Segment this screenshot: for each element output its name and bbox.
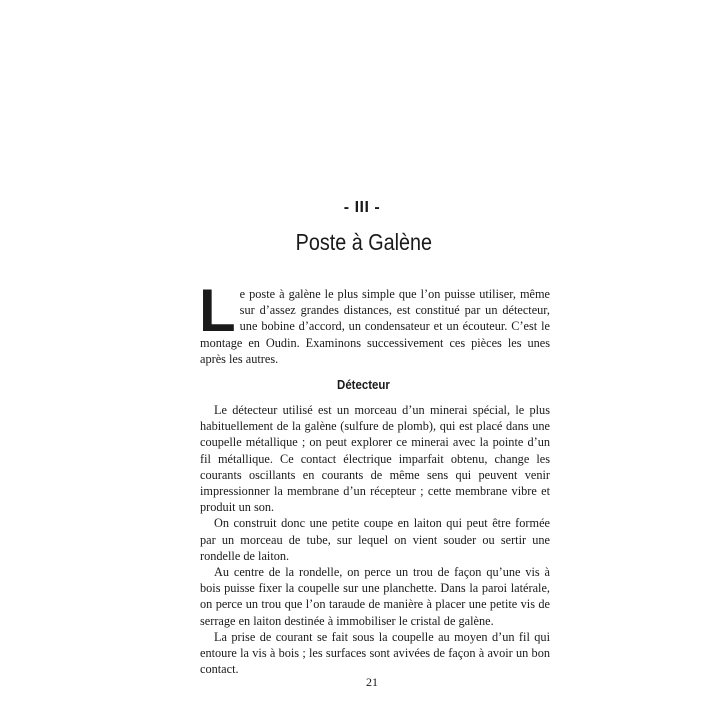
intro-text: e poste à galène le plus simple que l’on puisse utiliser, même sur d’assez grandes distances, est constitué par un détecteur, une bobine d’accord, un condensateur et un écouteur. C’est le montage en Oudin. Examinons successivement ces pièces les unes après les autres. (200, 287, 550, 366)
drop-cap: L (199, 277, 236, 344)
body-paragraph: Au centre de la rondelle, on perce un trou de façon qu’une vis à bois puisse fixer la coupelle sur une planchette. Dans la paroi latérale, on perce un trou que l’on taraude de manière à placer une petite vis de serrage en laiton destinée à immobiliser le cristal de galène. (200, 565, 550, 628)
intro-paragraph (199, 277, 550, 367)
body-paragraph: La prise de courant se fait sous la coupelle au moyen d’un fil qui entoure la vis à bois ; les surfaces sont avivées de façon à avoir un bon contact. (200, 629, 550, 677)
section-body (200, 402, 550, 677)
page-number: 21 (366, 675, 378, 689)
body-paragraph: Le détecteur utilisé est un morceau d’un minerai spécial, le plus habituellement de la galène (sulfure de plomb), qui est placé dans une coupelle métallique ; on peut explorer ce minerai avec la pointe d’un fil métallique. Ce contact électrique imparfait obtenu, change les courants oscillants en courants de même sens qui peuvent venir impressionner la membrane d’un récepteur ; cette membrane vibre et produit un son. (200, 403, 550, 515)
body-paragraph: On construit donc une petite coupe en laiton qui peut être formée par un morceau de tube, sur lequel on vient souder ou sertir une rondelle de laiton. (200, 516, 550, 563)
chapter-title: Poste à Galène (295, 229, 433, 255)
chapter-number: - III - (343, 199, 381, 216)
section-heading: Détecteur (337, 377, 390, 392)
